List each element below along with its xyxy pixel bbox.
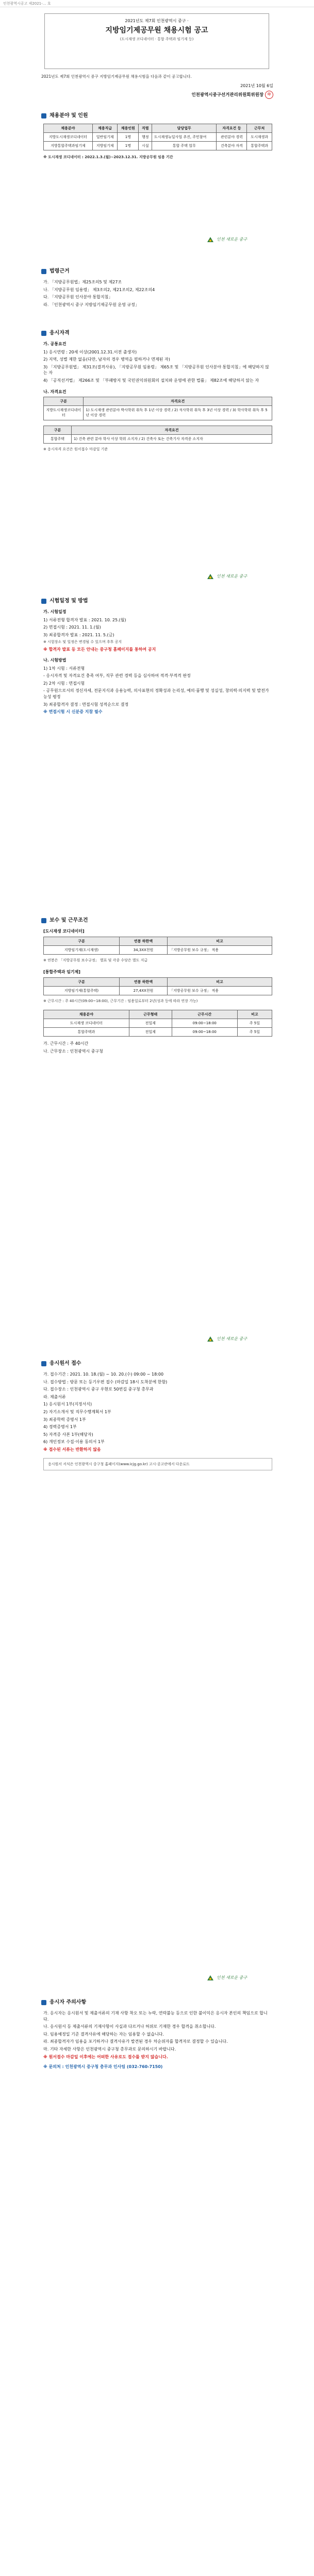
- application-line: 라. 제출서류: [43, 1394, 66, 1399]
- table-header-cell: 자격요건: [72, 426, 272, 434]
- table-row: [44, 406, 272, 420]
- logo-text: 인천 새로운 중구: [217, 1336, 247, 1342]
- logo-strip-2: [206, 572, 273, 581]
- table-cell: 1명: [118, 133, 139, 142]
- caution-line: 가. 응시자는 응시원서 및 제출서류의 기재 사항 착오 또는 누락, 연락불능 등으로 인한 불이익은 응시자 본인의 책임으로 합니다.: [43, 2011, 268, 2022]
- caution-line: 나. 응시원서 등 제출서류의 기재사항이 사실과 다르거나 허위로 기재한 경우 합격을 취소합니다.: [43, 2024, 216, 2029]
- table-cell: 건축분야 자격: [217, 142, 247, 150]
- qualification-note: ※ 응시자격 요건은 원서접수 마감일 기준: [43, 447, 108, 451]
- logo-text: 인천 새로운 중구: [217, 237, 247, 242]
- requirement-line: 1) 응시연령 : 20세 이상(2001.12.31.이전 출생자): [43, 349, 137, 354]
- law-line: 나. 「지방공무원 임용령」 제3조의2, 제21조의2, 제22조의4: [43, 287, 155, 292]
- table-header-cell: 채용직급: [92, 124, 118, 133]
- table-header-cell: 구분: [44, 397, 84, 406]
- table-cell: 관련분야 경력: [217, 133, 247, 142]
- section-6-label: 응시원서 접수: [49, 1361, 81, 1366]
- table-cell: 주 5일: [237, 1019, 272, 1028]
- table-header-cell: 구분: [44, 977, 120, 986]
- section-bullet-icon: [41, 599, 46, 604]
- requirement-line: 4) 「공직선거법」 제266조 및 「부패방지 및 국민권익위원회의 설치와 운영에 관한 법률」 제82조에 해당하지 않는 자: [43, 378, 259, 383]
- table-row: [44, 945, 272, 954]
- logo-text: 인천 새로운 중구: [217, 1975, 247, 1980]
- qualification-table: [43, 397, 272, 420]
- table-header-cell: 채용분야: [44, 124, 93, 133]
- table-row: [44, 1019, 272, 1028]
- table-header-cell: 채용분야: [44, 1010, 129, 1019]
- table-cell: 34,3XX천원: [119, 945, 167, 954]
- work-line: 가. 근무시간 : 주 40시간: [43, 1041, 89, 1046]
- logo-icon: [206, 573, 214, 580]
- schedule-line: 2) 면접시험 : 2021. 11. 1.(월): [43, 625, 101, 630]
- table-row: [44, 1028, 272, 1037]
- highlight-note: ※ 도시재생 코디네이터 : 2022.1.3.(월)~2023.12.31. 지방공무원 임용 기간: [43, 155, 173, 160]
- logo-strip-3: [206, 1334, 273, 1344]
- table-cell: 1명: [118, 142, 139, 150]
- method-line: 1) 1차 시험 : 서류전형: [43, 666, 85, 671]
- pay-table-2: [43, 977, 272, 995]
- table-cell: 도시재생 코디네이터: [44, 1019, 129, 1028]
- logo-icon: [206, 1974, 214, 1981]
- section-bullet-icon: [41, 331, 46, 336]
- section-bullet-icon: [41, 2000, 46, 2005]
- application-line: 6) 개인정보 수집·이용 동의서 1부: [43, 1439, 105, 1445]
- table-cell: 「지방공무원 보수 규정」 적용: [167, 986, 272, 995]
- caution-red-note: ※ 원서접수 마감일 이후에는 어떠한 사유로도 접수를 받지 않습니다.: [43, 2054, 168, 2059]
- issuing-org-label: 인천광역시중구선거관리위원회위원장: [191, 92, 264, 98]
- table-cell: 통합 주택 업무: [152, 142, 217, 150]
- logo-strip-1: [206, 235, 273, 244]
- section-2-body: [43, 279, 272, 309]
- table-cell: 도시재생뉴딜사업 추진, 주민참여: [152, 133, 217, 142]
- table-cell: 지방도시재생코디네이터: [44, 406, 84, 420]
- schedule-line: 3) 최종합격자 발표 : 2021. 11. 5.(금): [43, 632, 114, 637]
- table-cell: 09:00~18:00: [172, 1019, 237, 1028]
- table-header-cell: 자격요건 등: [217, 124, 247, 133]
- table-cell: 일반임기제: [92, 133, 118, 142]
- section-3-label: 응시자격: [49, 330, 70, 336]
- title-line1: 2021년도 제7회 인천광역시 중구 ·: [125, 19, 189, 23]
- method-line: - 응시자격 및 자격요건 충족 여부, 직무 관련 경력 등을 심사하여 적격·부적격 판정: [43, 673, 191, 679]
- caution-line: 다. 임용예정일 기준 결격사유에 해당하는 자는 임용할 수 없습니다.: [43, 2031, 164, 2037]
- intro-block: [41, 74, 273, 99]
- schedule-red-note: ※ 합격자 발표 등 모든 안내는 중구청 홈페이지를 통하여 공지: [43, 647, 156, 652]
- section-2-label: 법령근거: [49, 268, 70, 274]
- page-title: 지방임기제공무원 채용시험 공고: [105, 26, 208, 35]
- official-seal: 印: [265, 91, 273, 99]
- application-line: 3) 최종학력 증명서 1부: [43, 1417, 86, 1422]
- contact-line: ※ 문의처 : 인천광역시 중구청 총무과 인사팀 (032-760-7150): [43, 2064, 163, 2070]
- title-line2: (도시재생 코디네이터 · 통합 주택과 임기제 등): [120, 37, 194, 41]
- table-header-cell: 비고: [237, 1010, 272, 1019]
- section-5-label: 보수 및 근무조건: [49, 918, 88, 923]
- section-5-title: [41, 917, 88, 925]
- table-cell: 지방임기제(통합주택): [44, 986, 120, 995]
- table-cell: 09:00~18:00: [172, 1028, 237, 1037]
- section-bullet-icon: [41, 269, 46, 274]
- caution-line: 라. 최종합격자가 임용을 포기하거나 결격사유가 발견된 경우 차순위자를 합격자로 결정할 수 있습니다.: [43, 2039, 228, 2044]
- application-line: 나. 접수방법 : 방문 또는 등기우편 접수 (마감일 18시 도착분에 한함): [43, 1379, 168, 1384]
- table-header-cell: 담당업무: [152, 124, 217, 133]
- section-6-body: [43, 1371, 272, 1470]
- work-table: [43, 1010, 272, 1037]
- table-cell: 시설: [139, 142, 152, 150]
- table-header-cell: 자격요건: [84, 397, 272, 406]
- section-5-body: [43, 928, 272, 1056]
- pay-note-2: ※ 근무시간 : 주 40시간(09:00~18:00), 근무기간 : 임용일로부터 2년(성과 등에 따라 연장 가능): [43, 998, 198, 1003]
- table-cell: 도시재생과: [247, 133, 272, 142]
- pay-note-1: ※ 연봉은 「지방공무원 보수규정」 별표 및 각종 수당은 별도 지급: [43, 958, 148, 962]
- table-header-cell: 비고: [167, 977, 272, 986]
- table-cell: 전일제: [129, 1019, 172, 1028]
- section-7-title: [41, 1999, 86, 2007]
- table-header-cell: 연봉 하한액: [119, 977, 167, 986]
- method-line: 2) 2차 시험 : 면접시험: [43, 681, 85, 686]
- section-bullet-icon: [41, 918, 46, 923]
- section-4-title: [41, 598, 88, 605]
- table-header-cell: 채용인원: [118, 124, 139, 133]
- section-bullet-icon: [41, 1361, 46, 1366]
- application-red-note: ※ 접수된 서류는 반환하지 않음: [43, 1447, 101, 1452]
- pay-sub-head-1: [도시재생 코디네이터]: [43, 929, 85, 934]
- table-header-cell: 연봉 하한액: [119, 937, 167, 945]
- application-line: 2) 자기소개서 및 직무수행계획서 1부: [43, 1409, 111, 1414]
- table-cell: 「지방공무원 보수 규정」 적용: [167, 945, 272, 954]
- table-cell: 지방통합주택과임기제: [44, 142, 93, 150]
- section-7-label: 응시자 주의사항: [49, 1999, 87, 2005]
- law-line: 다. 「지방공무원 인사분야 통합지침」: [43, 295, 113, 300]
- section-4-label: 시험일정 및 방법: [49, 598, 88, 604]
- work-line: 나. 근무장소 : 인천광역시 중구청: [43, 1049, 103, 1054]
- download-box: [43, 1458, 272, 1470]
- table-cell: 1) 건축 관련 분야 학사 이상 학위 소지자 / 2) 건축사 또는 건축기사 자격증 소지자: [72, 434, 272, 443]
- section-1-title: [41, 112, 88, 120]
- section-3-title: [41, 330, 70, 337]
- application-line: 가. 접수기간 : 2021. 10. 18.(월) ~ 10. 20.(수) 09:00 ~ 18:00: [43, 1372, 164, 1377]
- logo-icon: [206, 236, 214, 243]
- requirement-line: 2) 지역, 성별 제한 없음(다만, 남자의 경우 병역을 필하거나 면제된 자): [43, 357, 170, 362]
- logo-icon: [206, 1335, 214, 1343]
- table-row: [44, 142, 272, 150]
- logo-text: 인천 새로운 중구: [217, 574, 247, 579]
- intro-text: 2021년도 제7회 인천광역시 중구 지방임기제공무원 채용시험을 다음과 같이 공고합니다.: [41, 74, 192, 79]
- table-cell: 전일제: [129, 1028, 172, 1037]
- document-header-line: 인천광역시공고 제2021-… 호: [0, 0, 314, 7]
- section-6-title: [41, 1360, 81, 1368]
- table-header-cell: 직렬: [139, 124, 152, 133]
- logo-strip-4: [206, 1973, 273, 1982]
- method-line: 3) 최종합격자 결정 : 면접시험 성적순으로 결정: [43, 702, 129, 707]
- table-cell: 지방도시재생코디네이터: [44, 133, 93, 142]
- table-header-cell: 근무처: [247, 124, 272, 133]
- download-note: 응시원서 서식은 인천광역시 중구청 홈페이지(www.icjg.go.kr) 고시·공고란에서 다운로드: [48, 1462, 190, 1466]
- schedule-note: ※ 시험장소 및 일정은 변경될 수 있으며 추후 공지: [43, 640, 122, 645]
- table-row: [44, 434, 272, 443]
- recruitment-table: [43, 124, 272, 150]
- issuing-org: [41, 91, 273, 99]
- section-7-body: [43, 2010, 272, 2072]
- table-cell: 지방임기제(도시재생): [44, 945, 120, 954]
- section-4-body: [43, 609, 272, 717]
- method-line: - 공무원으로서의 정신자세, 전문지식과 응용능력, 의사표현의 정확성과 논리성, 예의·품행 및 성실성, 창의력·의지력 및 발전가능성 평정: [43, 688, 269, 700]
- section-1-label: 채용분야 및 인원: [49, 113, 88, 118]
- application-line: 1) 응시원서 1부(지정서식): [43, 1402, 92, 1407]
- qualification-head: 나. 자격요건: [43, 389, 67, 394]
- application-line: 다. 접수장소 : 인천광역시 중구 우현로 50번길 중구청 총무과: [43, 1387, 154, 1392]
- table-cell: 1) 도시재생 관련분야 박사학위 취득 후 1년 이상 경력 / 2) 석사학위 취득 후 3년 이상 경력 / 3) 학사학위 취득 후 5년 이상 경력: [84, 406, 272, 420]
- table-header-cell: 근무형태: [129, 1010, 172, 1019]
- table-cell: 통합주택: [44, 434, 72, 443]
- section-3-body: [43, 341, 272, 452]
- common-requirements-head: 가. 공통요건: [43, 342, 67, 346]
- announcement-date: 2021년 10월 6일: [240, 83, 273, 88]
- table-cell: 27,4XX천원: [119, 986, 167, 995]
- qualification-table-2: [43, 426, 272, 444]
- method-blue-note: ※ 면접시험 시 신분증 지참 필수: [43, 709, 103, 715]
- table-cell: 지방임기제: [92, 142, 118, 150]
- table-row: [44, 986, 272, 995]
- table-row: [44, 133, 272, 142]
- pay-table-1: [43, 937, 272, 955]
- pay-sub-head-2: [통합주택과 임기제]: [43, 970, 80, 975]
- schedule-head: 가. 시험일정: [43, 609, 67, 614]
- table-cell: 통합주택과: [247, 142, 272, 150]
- application-line: 4) 경력증명서 1부: [43, 1425, 77, 1430]
- table-cell: 행정: [139, 133, 152, 142]
- table-header-cell: 구분: [44, 937, 120, 945]
- law-line: 라. 「인천광역시 중구 지방임기제공무원 운영 규정」: [43, 302, 139, 307]
- application-line: 5) 자격증 사본 1부(해당자): [43, 1432, 93, 1437]
- method-head: 나. 시험방법: [43, 658, 67, 663]
- table-cell: 통합주택과: [44, 1028, 129, 1037]
- section-bullet-icon: [41, 113, 46, 118]
- table-header-cell: 근무시간: [172, 1010, 237, 1019]
- schedule-line: 1) 서류전형 합격자 발표 : 2021. 10. 25.(월): [43, 617, 126, 622]
- table-1-wrap: [43, 124, 272, 160]
- table-cell: 주 5일: [237, 1028, 272, 1037]
- title-box: [44, 13, 269, 69]
- requirement-line: 3) 「지방공무원법」 제31조(결격사유), 「지방공무원 임용령」 제65조 및 「지방공무원 인사분야 통합지침」에 해당하지 않는 자: [43, 364, 269, 376]
- law-line: 가. 「지방공무원법」제25조의5 및 제27조: [43, 280, 122, 284]
- table-header-cell: 비고: [167, 937, 272, 945]
- caution-line: 마. 기타 자세한 사항은 인천광역시 중구청 총무과로 문의하시기 바랍니다.: [43, 2046, 176, 2052]
- section-2-title: [41, 268, 70, 276]
- table-header-cell: 구분: [44, 426, 72, 434]
